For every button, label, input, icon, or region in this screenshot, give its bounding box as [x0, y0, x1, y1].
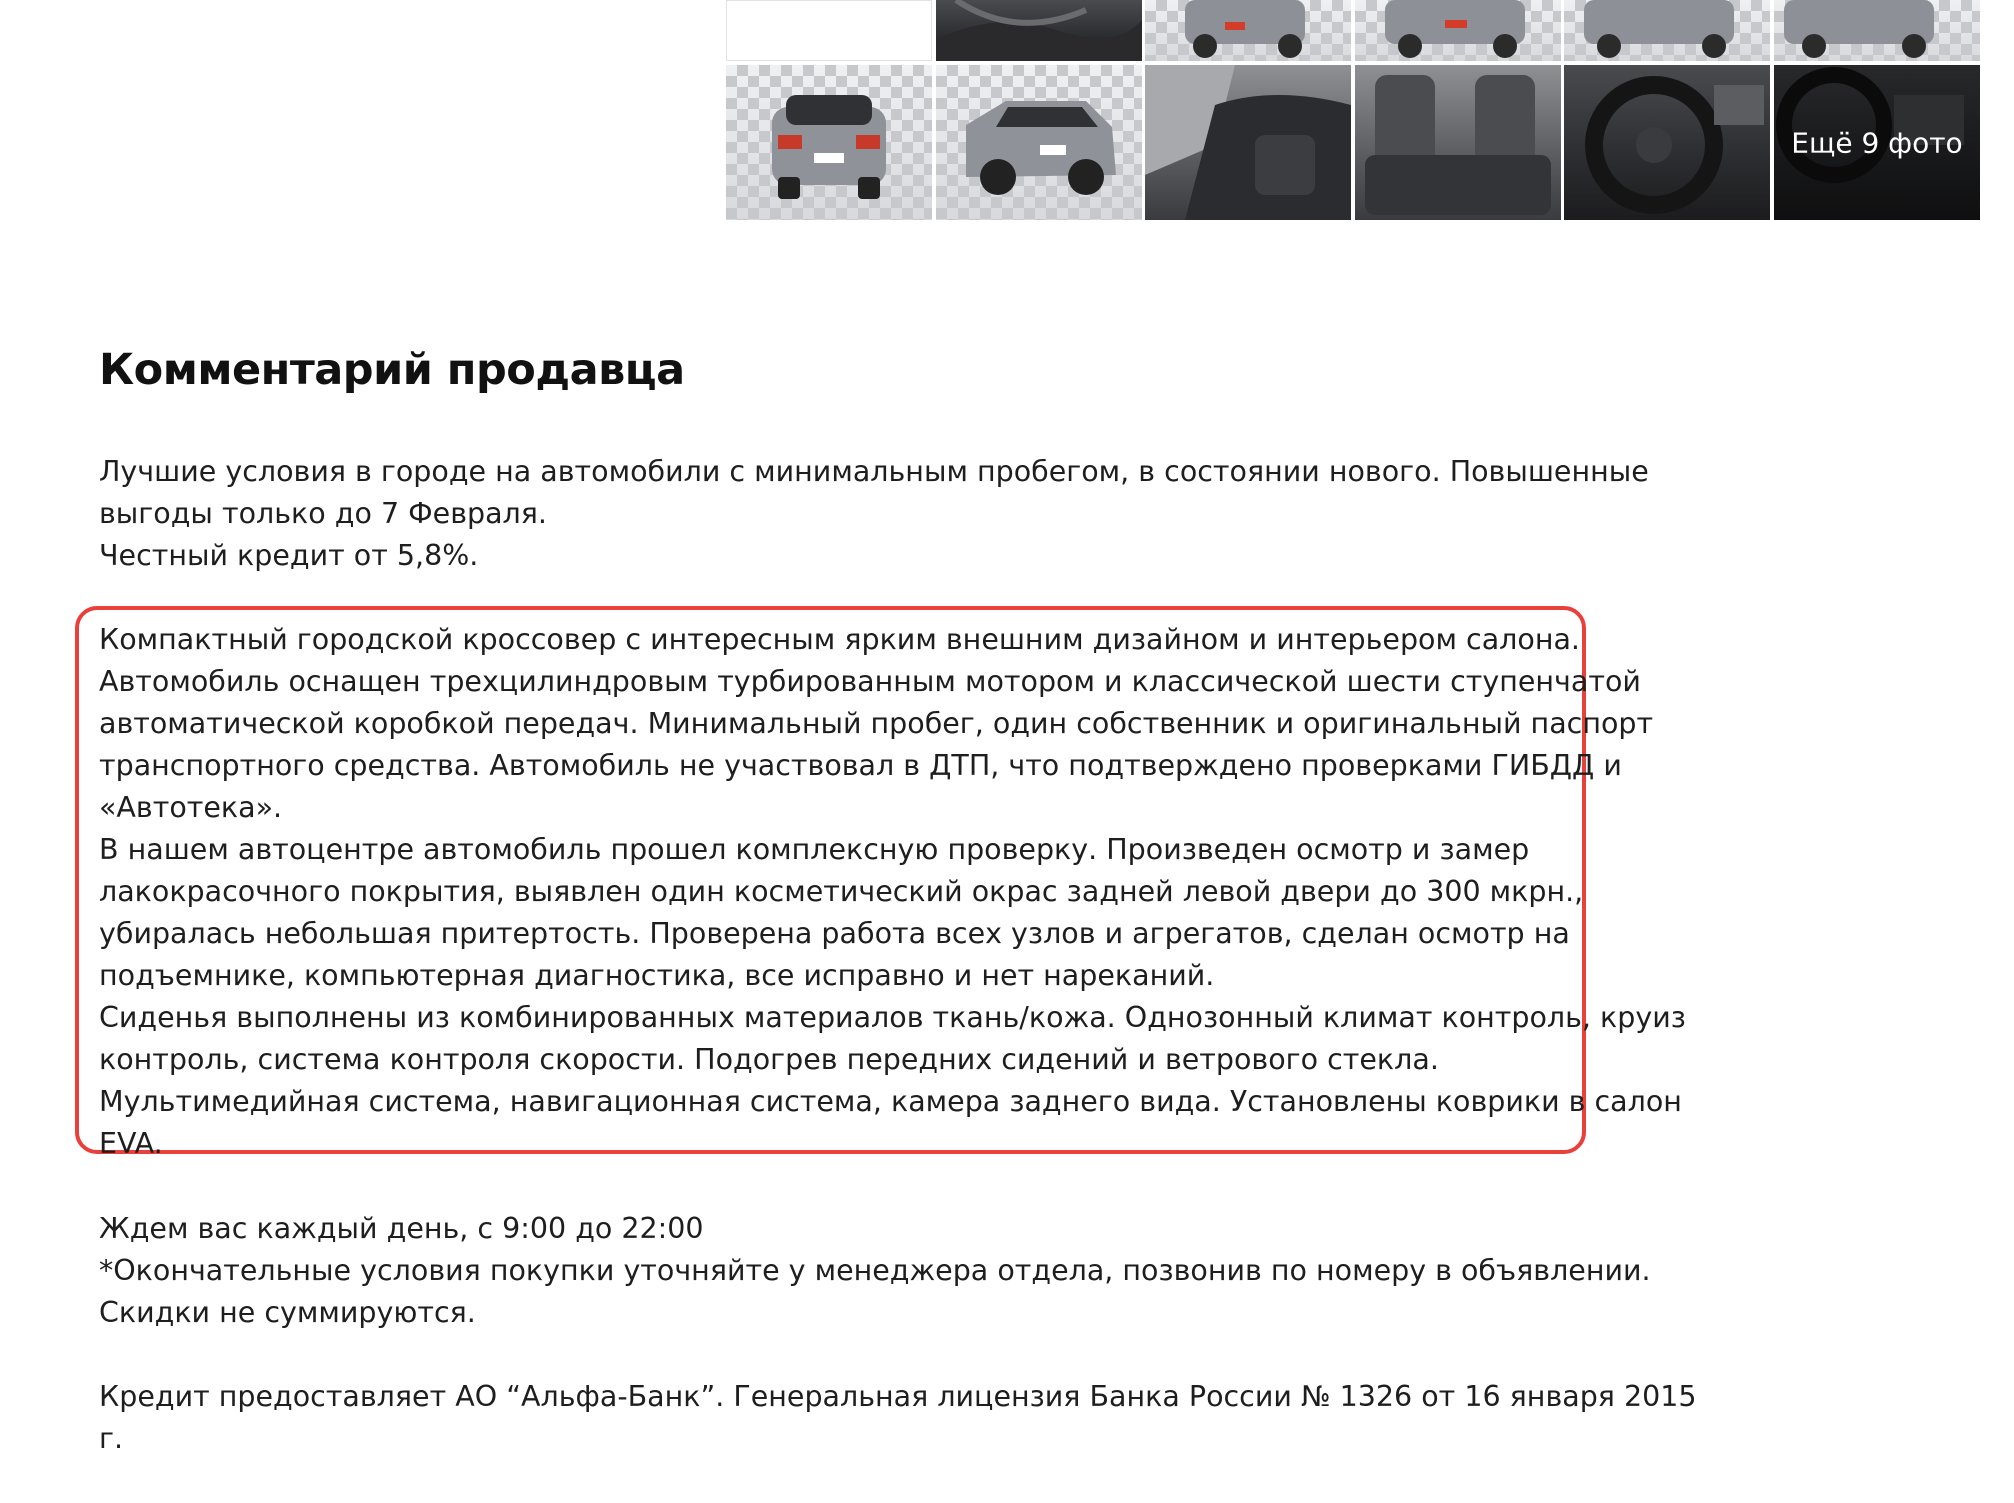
gallery-thumb[interactable] — [1774, 0, 1980, 61]
text-line: Кредит предоставляет АО “Альфа-Банк”. Генеральная лицензия Банка России № 1326 от 16 января 2015 — [99, 1380, 1697, 1413]
gallery-thumb[interactable] — [1355, 65, 1561, 220]
gallery-thumb[interactable] — [936, 0, 1142, 61]
gallery-thumb[interactable] — [726, 65, 932, 220]
gallery-thumb[interactable] — [936, 65, 1142, 220]
gallery-thumb[interactable] — [1564, 0, 1770, 61]
text-line: Компактный городской кроссовер с интересным ярким внешним дизайном и интерьером салона. — [99, 623, 1580, 656]
gallery-thumb[interactable] — [1564, 65, 1770, 220]
text-line: подъемнике, компьютерная диагностика, все исправно и нет нареканий. — [99, 959, 1215, 992]
text-line: *Окончательные условия покупки уточняйте у менеджера отдела, позвонив по номеру в объявлении. — [99, 1254, 1651, 1287]
section-title: Комментарий продавца — [99, 345, 685, 395]
text-line: В нашем автоцентре автомобиль прошел комплексную проверку. Произведен осмотр и замер — [99, 833, 1530, 866]
text-line: Сиденья выполнены из комбинированных материалов ткань/кожа. Однозонный климат контроль, круиз — [99, 1001, 1686, 1034]
highlighted-paragraph — [99, 619, 1686, 1165]
gallery-thumb[interactable] — [1145, 65, 1351, 220]
text-line: Честный кредит от 5,8%. — [99, 539, 479, 572]
text-line: транспортного средства. Автомобиль не участвовал в ДТП, что подтверждено проверками ГИБДД и — [99, 749, 1622, 782]
text-line: г. — [99, 1422, 124, 1455]
text-line: «Автотека». — [99, 791, 283, 824]
seller-comment-section — [99, 340, 1697, 1455]
gallery-thumb[interactable] — [726, 0, 932, 61]
text-line: EVA. — [99, 1127, 163, 1160]
text-line: Скидки не суммируются. — [99, 1296, 476, 1329]
text-line: выгоды только до 7 Февраля. — [99, 497, 547, 530]
text-line: лакокрасочного покрытия, выявлен один косметический окрас задней левой двери до 300 мкрн., — [99, 875, 1584, 908]
gallery-thumb[interactable] — [1145, 0, 1351, 61]
text-line: Лучшие условия в городе на автомобили с минимальным пробегом, в состоянии нового. Повышенные — [99, 455, 1649, 488]
text-line: Ждем вас каждый день, с 9:00 до 22:00 — [99, 1212, 704, 1245]
credit-paragraph — [99, 1376, 1697, 1460]
text-line: контроль, система контроля скорости. Подогрев передних сидений и ветрового стекла. — [99, 1043, 1439, 1076]
gallery-more-photos[interactable] — [1774, 65, 1980, 220]
text-line: Автомобиль оснащен трехцилиндровым турбированным мотором и классической шести ступенчатой — [99, 665, 1641, 698]
schedule-paragraph — [99, 1208, 1651, 1334]
intro-paragraph — [99, 451, 1649, 577]
text-line: автоматической коробкой передач. Минимальный пробег, один собственник и оригинальный паспорт — [99, 707, 1654, 740]
photo-gallery — [726, 0, 1980, 220]
gallery-thumb[interactable] — [1355, 0, 1561, 61]
text-line: убиралась небольшая притертость. Проверена работа всех узлов и агрегатов, сделан осмотр на — [99, 917, 1570, 950]
more-photos-label: Ещё 9 фото — [1791, 126, 1963, 159]
text-line: Мультимедийная система, навигационная система, камера заднего вида. Установлены коврики в салон — [99, 1085, 1682, 1118]
